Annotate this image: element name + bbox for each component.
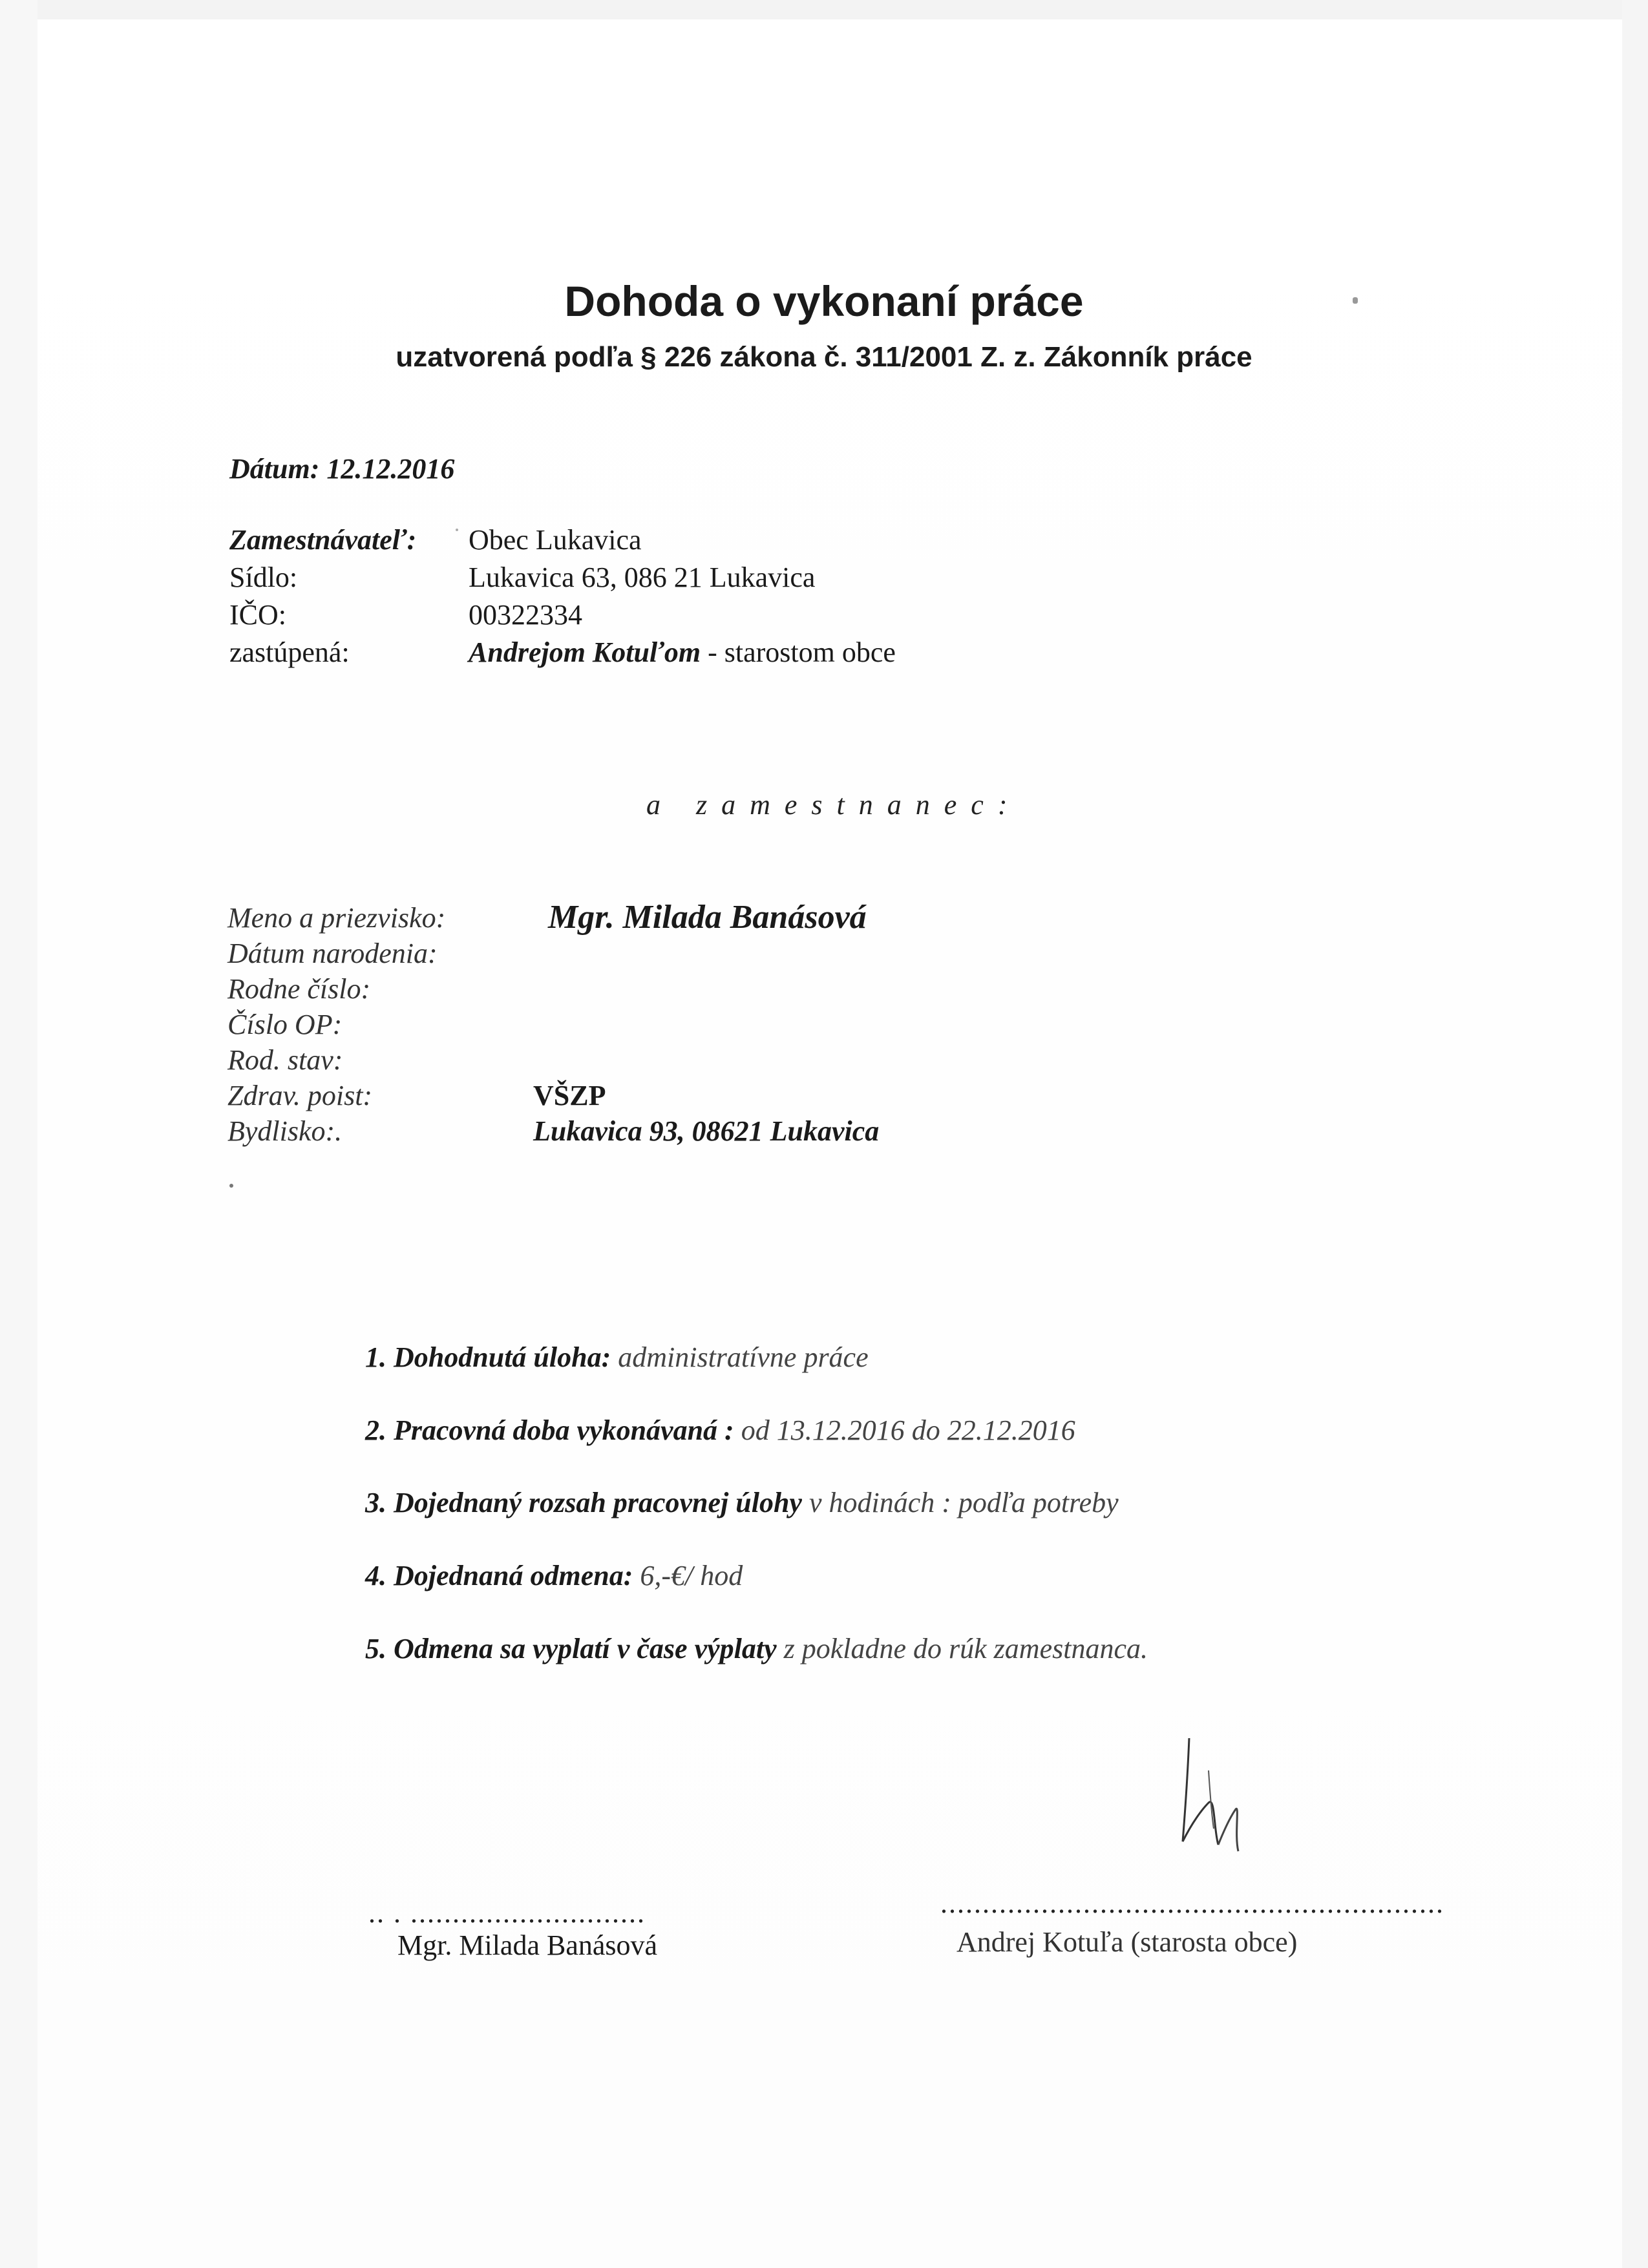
- employer-signatory: Andrej Kotuľa (starosta obce): [956, 1926, 1298, 1958]
- employee-signatory: Mgr. Milada Banásová: [397, 1929, 658, 1961]
- term-value: 6,-€/ hod: [640, 1560, 743, 1591]
- representative-name: Andrejom Kotuľom: [469, 636, 701, 668]
- birth-date-label: Dátum narodenia:: [227, 938, 438, 969]
- ico-value: 00322334: [469, 599, 582, 631]
- scan-edge: [0, 0, 37, 2268]
- insurance-label: Zdrav. poist:: [227, 1080, 373, 1111]
- term-number: 1.: [365, 1341, 386, 1373]
- term-number: 5.: [365, 1633, 386, 1664]
- employee-heading: a zamestnanec:: [646, 789, 1022, 821]
- term-label: Dohodnutá úloha:: [394, 1341, 611, 1373]
- ico-label: IČO:: [229, 599, 286, 631]
- employer-name: Obec Lukavica: [469, 524, 642, 556]
- employer-label: Zamestnávateľ:: [229, 524, 417, 556]
- term-number: 3.: [365, 1487, 386, 1518]
- seat-label: Sídlo:: [229, 562, 298, 593]
- scan-edge: [0, 0, 1648, 19]
- scan-speck: [1353, 297, 1358, 304]
- employee-name-label: Meno a priezvisko:: [227, 902, 446, 934]
- term-number: 2.: [365, 1414, 386, 1446]
- term-label: Dojednaná odmena:: [394, 1560, 633, 1591]
- represented-value: [469, 636, 896, 669]
- term-4: [365, 1559, 743, 1592]
- scan-edge: [1622, 0, 1648, 2268]
- document-title: Dohoda o vykonaní práce: [564, 277, 1084, 325]
- term-2: [365, 1414, 1075, 1447]
- document-subtitle: uzatvorená podľa § 226 zákona č. 311/2001 Z. z. Zákonník práce: [396, 341, 1252, 373]
- scan-speck: [456, 529, 458, 531]
- id-card-label: Číslo OP:: [227, 1009, 343, 1040]
- birth-number-label: Rodne číslo:: [227, 973, 371, 1005]
- address-label: Bydlisko:.: [227, 1115, 343, 1147]
- date-value: 12.12.2016: [326, 453, 455, 485]
- insurance-value: VŠZP: [533, 1080, 606, 1111]
- seat-value: Lukavica 63, 086 21 Lukavica: [469, 562, 816, 593]
- employee-signature-line: .. . ............................: [368, 1897, 646, 1929]
- date-label: Dátum:: [229, 453, 320, 485]
- represented-label: zastúpená:: [229, 636, 350, 668]
- scan-speck: [229, 1184, 233, 1188]
- term-number: 4.: [365, 1560, 386, 1591]
- address-value: Lukavica 93, 08621 Lukavica: [533, 1115, 880, 1147]
- employee-name-value: Mgr. Milada Banásová: [548, 899, 867, 936]
- term-label: Odmena sa vyplatí v čase výplaty: [394, 1633, 777, 1664]
- term-value: od 13.12.2016 do 22.12.2016: [741, 1414, 1075, 1446]
- marital-status-label: Rod. stav:: [227, 1044, 343, 1076]
- date-line: [229, 452, 454, 485]
- term-5: [365, 1632, 1148, 1665]
- term-label: Dojednaný rozsah pracovnej úlohy: [394, 1487, 802, 1518]
- term-value: administratívne práce: [618, 1341, 869, 1373]
- term-value: z pokladne do rúk zamestnanca.: [783, 1633, 1148, 1664]
- term-1: [365, 1341, 869, 1374]
- term-3: [365, 1486, 1119, 1519]
- handwritten-signature: [1163, 1732, 1267, 1861]
- term-label: Pracovná doba vykonávaná :: [394, 1414, 734, 1446]
- employer-signature-line: ............................................................: [940, 1887, 1444, 1919]
- term-value: v hodinách : podľa potreby: [808, 1487, 1119, 1518]
- representative-role: - starostom obce: [701, 636, 896, 668]
